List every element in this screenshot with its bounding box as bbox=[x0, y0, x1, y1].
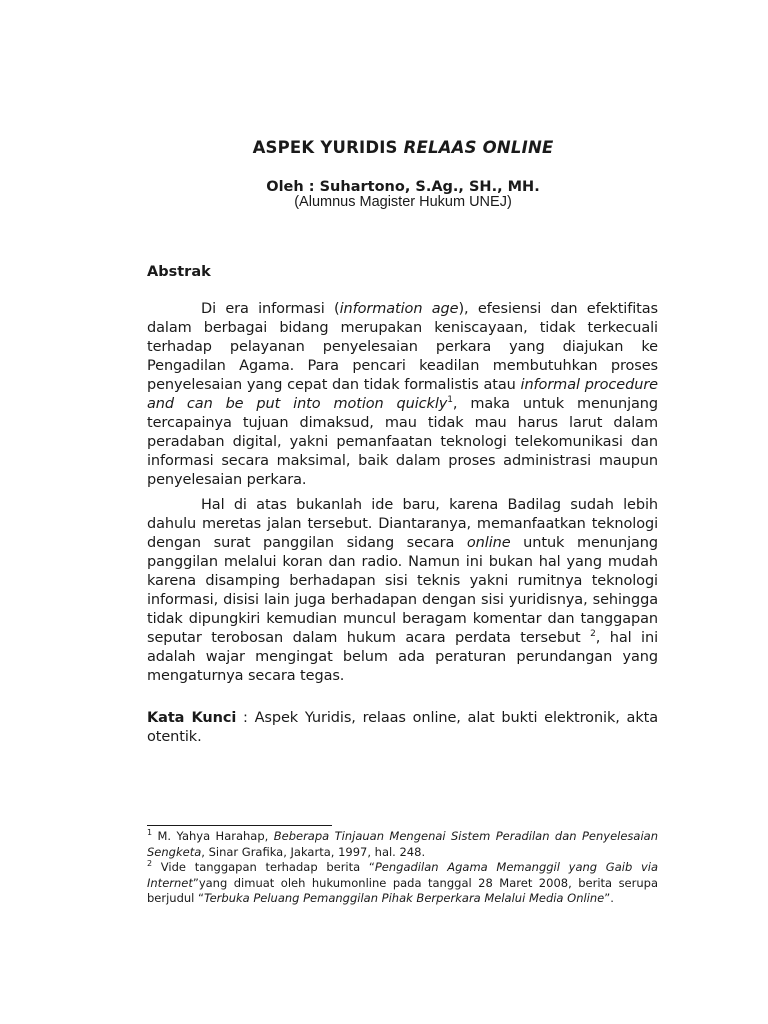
footnote-1: $^1$ M. Yahya Harahap, Beberapa Tinjauan Mengenai Sistem Peradilan dan Penyelesaian Sengketa, Sinar Grafika, Jakarta, 1997, hal. 248. bbox=[147, 828, 658, 859]
abstract-paragraph-1 bbox=[147, 300, 658, 490]
footnote-separator bbox=[147, 825, 332, 826]
keywords-text: : Aspek Yuridis, relaas online, alat bukti elektronik, akta otentik. bbox=[147, 710, 658, 745]
title-main: ASPEK YURIDIS bbox=[252, 138, 404, 157]
p1-text-1: Di era informasi ( bbox=[201, 301, 340, 317]
footnotes bbox=[147, 829, 658, 907]
keywords-line bbox=[147, 709, 658, 747]
p2-text-3: , hal ini adalah wajar mengingat belum ada peraturan perundangan yang mengaturnya secara tegas. bbox=[147, 630, 659, 684]
author-line: Oleh : Suhartono, S.Ag., SH., MH. bbox=[266, 179, 540, 195]
footnote-ref-1[interactable]: 1 bbox=[447, 395, 453, 406]
p2-text-1: Hal di atas bukanlah ide baru, karena Badilag sudah lebih dahulu meretas jalan tersebut. Diantaranya, memanfaatkan teknologi dengan surat panggilan sidang secara bbox=[147, 497, 658, 551]
p1-text-2: ), efesiensi dan efektifitas dalam berbagai bidang merupakan keniscayaan, tidak terkecuali terhadap pelayanan penyelesaian perkara yang diajukan ke Pengadilan Agama. Para pencari keadilan membutuhkan proses penyelesaian yang cepat dan tidak formalistis atau bbox=[147, 301, 658, 393]
p1-text-3: , maka untuk menunjang tercapainya tujuan dimaksud, mau tidak mau harus larut dalam peradaban digital, yakni pemanfaatan teknologi telekomunikasi dan informasi secara maksimal, baik dalam proses administrasi maupun penyelesaian perkara. bbox=[147, 396, 658, 488]
keywords-label: Kata Kunci bbox=[147, 710, 237, 726]
page-title bbox=[0, 138, 768, 157]
p1-italic-2: informal procedure and can be put into motion quickly bbox=[147, 377, 659, 412]
p1-italic-1: information age bbox=[339, 301, 459, 317]
footnote-2: $^2$ Vide tanggapan terhadap berita “Pengadilan Agama Memanggil yang Gaib via Internet”yang dimuat oleh hukumonline pada tanggal 28 Maret 2008, berita serupa berjudul “Terbuka Peluang Pemanggilan Pihak Berperkara Melalui Media Online”. bbox=[147, 859, 658, 905]
abstract-heading: Abstrak bbox=[147, 264, 211, 280]
author-affiliation: (Alumnus Magister Hukum UNEJ) bbox=[294, 194, 512, 210]
title-italic: RELAAS ONLINE bbox=[403, 138, 554, 157]
footnote-ref-2[interactable]: 2 bbox=[590, 629, 596, 640]
footnote-mark-2: 2 bbox=[147, 859, 153, 869]
p2-text-2: untuk menunjang panggilan melalui koran dan radio. Namun ini bukan hal yang mudah karena disamping berhadapan sisi teknis yakni rumitnya teknologi informasi, disisi lain juga berhadapan dengan sisi yuridisnya, sehingga tidak dipungkiri kemudian muncul beragam komentar dan tanggapan seputar terobosan dalam hukum acara perdata tersebut bbox=[147, 535, 658, 646]
footnote-mark-1: 1 bbox=[147, 828, 153, 838]
abstract-paragraph-2 bbox=[147, 496, 658, 686]
p2-italic-1: online bbox=[466, 535, 511, 551]
